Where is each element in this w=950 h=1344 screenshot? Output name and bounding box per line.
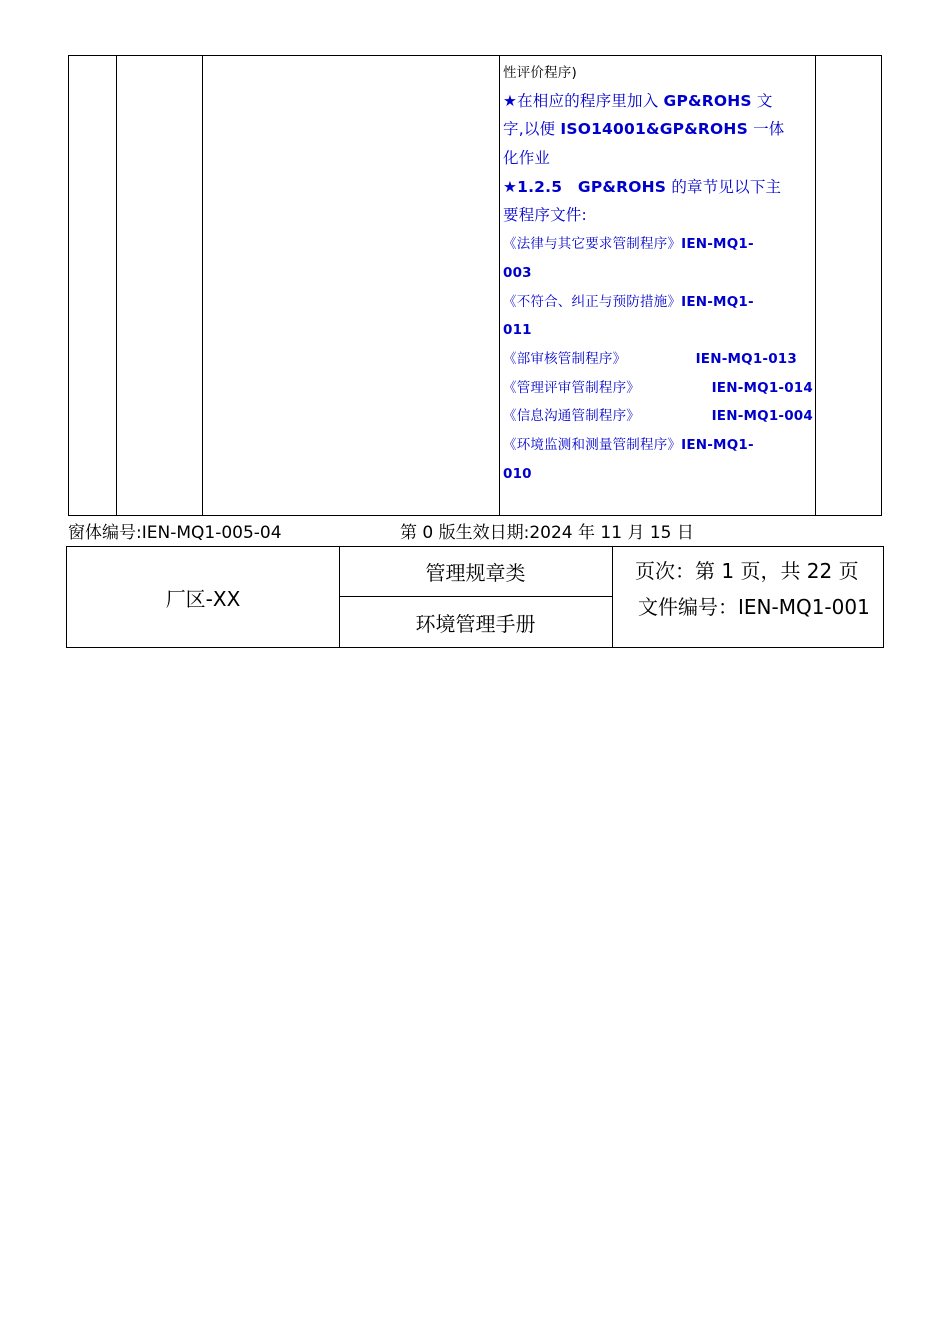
form-footer bbox=[68, 518, 694, 543]
doc-reference: 《法律与其它要求管制程序》IEN-MQ1- bbox=[503, 236, 754, 253]
doc-reference-code: 003 bbox=[503, 264, 532, 281]
document-header-table bbox=[66, 546, 884, 648]
doc-reference: 《环境监测和测量管制程序》IEN-MQ1- bbox=[503, 436, 754, 453]
content-line: 性评价程序) bbox=[503, 65, 577, 81]
factory-cell: 厂区-XX bbox=[165, 586, 241, 611]
form-number: 窗体编号:IEN-MQ1-005-04 bbox=[68, 523, 282, 543]
content-line: 化作业 bbox=[503, 149, 551, 168]
category-cell: 管理规章类 bbox=[425, 561, 526, 585]
doc-reference-code: 010 bbox=[503, 465, 532, 482]
column-divider bbox=[116, 56, 117, 515]
content-line: ★1.2.5 GP&ROHS 的章节见以下主 bbox=[503, 177, 782, 196]
content-line: 字,以便 ISO14001&GP&ROHS 一体 bbox=[503, 120, 785, 139]
edition-date: 第 0 版生效日期:2024 年 11 月 15 日 bbox=[400, 523, 694, 543]
column-divider bbox=[499, 56, 500, 515]
doc-reference: 《信息沟通管制程序》 IEN-MQ1-004 bbox=[503, 408, 813, 425]
page-info-cell bbox=[613, 547, 885, 647]
content-cell bbox=[501, 56, 813, 488]
doc-reference: 《管理评审管制程序》 IEN-MQ1-014 bbox=[503, 379, 813, 396]
doc-reference: 《不符合、纠正与预防措施》IEN-MQ1- bbox=[503, 293, 754, 310]
manual-title-cell: 环境管理手册 bbox=[415, 611, 536, 636]
doc-reference-code: 011 bbox=[503, 322, 532, 339]
content-line: ★在相应的程序里加入 GP&ROHS 文 bbox=[503, 91, 773, 110]
doc-reference: 《部审核管制程序》 IEN-MQ1-013 bbox=[503, 350, 797, 367]
column-divider bbox=[815, 56, 816, 515]
page-count: 页次：第 1 页，共 22 页 bbox=[635, 559, 859, 583]
document-number: 文件编号：IEN-MQ1-001 bbox=[638, 595, 870, 619]
content-line: 要程序文件: bbox=[503, 206, 587, 225]
content-table bbox=[68, 55, 882, 516]
column-divider bbox=[202, 56, 203, 515]
